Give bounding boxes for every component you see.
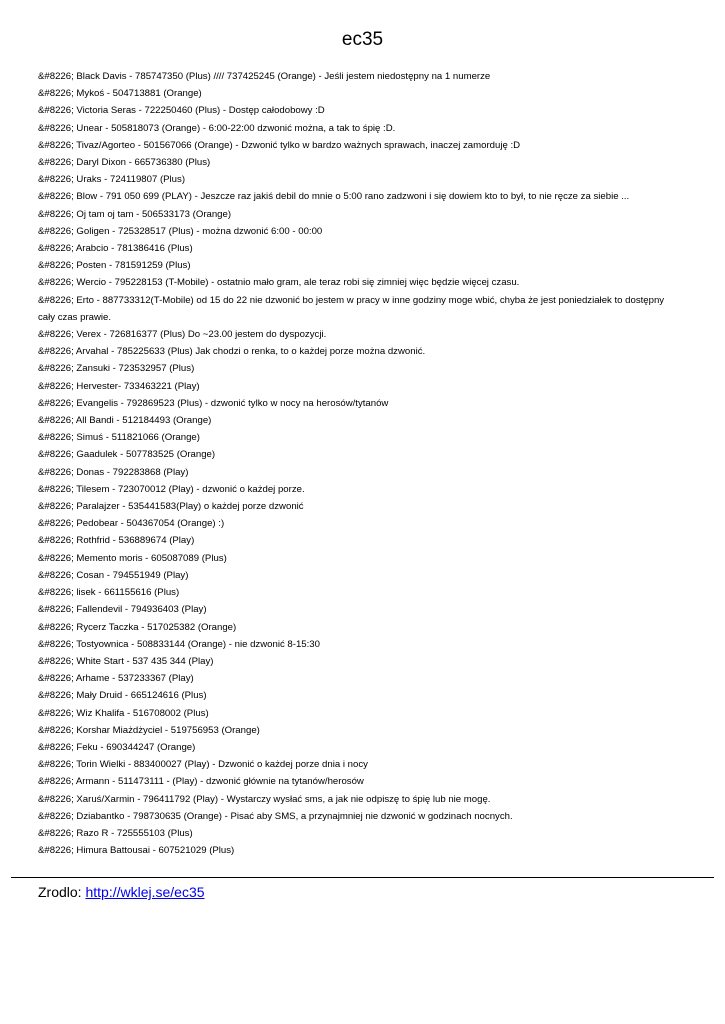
list-item: &#8226; Rothfrid - 536889674 (Play) (38, 535, 195, 547)
list-item: &#8226; Tostyownica - 508833144 (Orange) - nie dzwonić 8-15:30 (38, 638, 320, 650)
list-item: &#8226; All Bandi - 512184493 (Orange) (38, 415, 212, 427)
list-item: &#8226; Black Davis - 785747350 (Plus) //// 737425245 (Orange) - Jeśli jestem niedostępny na 1 numerze (38, 71, 491, 82)
list-item: &#8226; Tivaz/Agorteo - 501567066 (Orange) - Dzwonić tylko w bardzo ważnych sprawach, inaczej zamorduję :D (38, 139, 521, 151)
list-item: &#8226; Rycerz Taczka - 517025382 (Orange) (38, 621, 237, 633)
list-item: &#8226; Blow - 791 050 699 (PLAY) - Jeszcze raz jakiś debil do mnie o 5:00 rano zadzwoni i się dowiem kto to był, to nie ręcze za siebie ... (38, 191, 630, 203)
list-item: &#8226; Mały Druid - 665124616 (Plus) (38, 690, 207, 702)
list-item: &#8226; Arabcio - 781386416 (Plus) (38, 243, 193, 255)
list-item: &#8226; Verex - 726816377 (Plus) Do ~23.00 jestem do dyspozycji. (38, 329, 327, 341)
list-item: &#8226; Daryl Dixon - 665736380 (Plus) (38, 157, 211, 169)
list-item: &#8226; Cosan - 794551949 (Play) (38, 569, 189, 581)
source-line (38, 883, 205, 901)
list-item: &#8226; Goligen - 725328517 (Plus) - można dzwonić 6:00 - 00:00 (38, 225, 323, 237)
list-item: &#8226; Simuś - 511821066 (Orange) (38, 432, 200, 444)
list-item: &#8226; Zansuki - 723532957 (Plus) (38, 363, 195, 375)
footer-divider (11, 877, 714, 878)
list-item: &#8226; lisek - 661155616 (Plus) (38, 587, 180, 599)
list-item: &#8226; Evangelis - 792869523 (Plus) - dzwonić tylko w nocy na herosów/tytanów (38, 397, 389, 409)
list-item: &#8226; Razo R - 725555103 (Plus) (38, 827, 193, 839)
list-item: &#8226; Korshar Miażdżyciel - 519756953 (Orange) (38, 724, 260, 736)
source-link[interactable]: http://wklej.se/ec35 (85, 884, 205, 900)
list-item: &#8226; Fallendevil - 794936403 (Play) (38, 604, 207, 616)
list-item: &#8226; Victoria Seras - 722250460 (Plus) - Dostęp całodobowy :D (38, 105, 325, 117)
list-item: &#8226; White Start - 537 435 344 (Play) (38, 655, 214, 667)
list-item: &#8226; Mykoś - 504713881 (Orange) (38, 88, 202, 100)
list-item: &#8226; Hervester- 733463221 (Play) (38, 380, 200, 392)
list-item: &#8226; Xaruś/Xarmin - 796411792 (Play) - Wystarczy wysłać sms, a jak nie odpiszę to śpię lub nie mogę. (38, 793, 491, 805)
list-item: &#8226; Uraks - 724119807 (Plus) (38, 174, 186, 186)
list-item: &#8226; Paralajzer - 535441583(Play) o każdej porze dzwonić (38, 501, 304, 513)
contact-list (38, 68, 678, 859)
list-item: &#8226; Torin Wielki - 883400027 (Play) - Dzwonić o każdej porze dnia i nocy (38, 759, 368, 771)
list-item: &#8226; Himura Battousai - 607521029 (Plus) (38, 845, 235, 857)
page-title: ec35 (341, 29, 384, 50)
source-label: Zrodlo: (38, 884, 82, 900)
list-item: &#8226; Posten - 781591259 (Plus) (38, 260, 191, 272)
list-item: &#8226; Feku - 690344247 (Orange) (38, 741, 196, 753)
list-item: &#8226; Wiz Khalifa - 516708002 (Plus) (38, 707, 209, 719)
list-item: &#8226; Arhame - 537233367 (Play) (38, 673, 194, 685)
list-item: &#8226; Memento moris - 605087089 (Plus) (38, 552, 227, 564)
list-item: &#8226; Tilesem - 723070012 (Play) - dzwonić o każdej porze. (38, 483, 305, 495)
list-item: &#8226; Donas - 792283868 (Play) (38, 466, 189, 478)
list-item: &#8226; Arvahal - 785225633 (Plus) Jak chodzi o renka, to o każdej porze można dzwonić. (38, 346, 426, 358)
list-item: &#8226; Wercio - 795228153 (T-Mobile) - ostatnio mało gram, ale teraz robi się zimniej więc będzie więcej czasu. (38, 277, 520, 289)
list-item: &#8226; Oj tam oj tam - 506533173 (Orange) (38, 208, 232, 220)
list-item: &#8226; Pedobear - 504367054 (Orange) :) (38, 518, 225, 530)
list-item: &#8226; Dziabantko - 798730635 (Orange) - Pisać aby SMS, a przynajmniej nie dzwonić w godzinach nocnych. (38, 810, 513, 822)
list-item: &#8226; Gaadulek - 507783525 (Orange) (38, 449, 216, 461)
list-item: &#8226; Unear - 505818073 (Orange) - 6:00-22:00 dzwonić można, a tak to śpię :D. (38, 122, 396, 134)
list-item: &#8226; Armann - 511473111 - (Play) - dzwonić głównie na tytanów/herosów (38, 776, 364, 788)
list-item: &#8226; Erto - 887733312(T-Mobile) od 15 do 22 nie dzwonić bo jestem w pracy w inne godziny moge wbić, chyba że jest poniedziałek to dostępny cały czas prawie. (38, 294, 665, 323)
